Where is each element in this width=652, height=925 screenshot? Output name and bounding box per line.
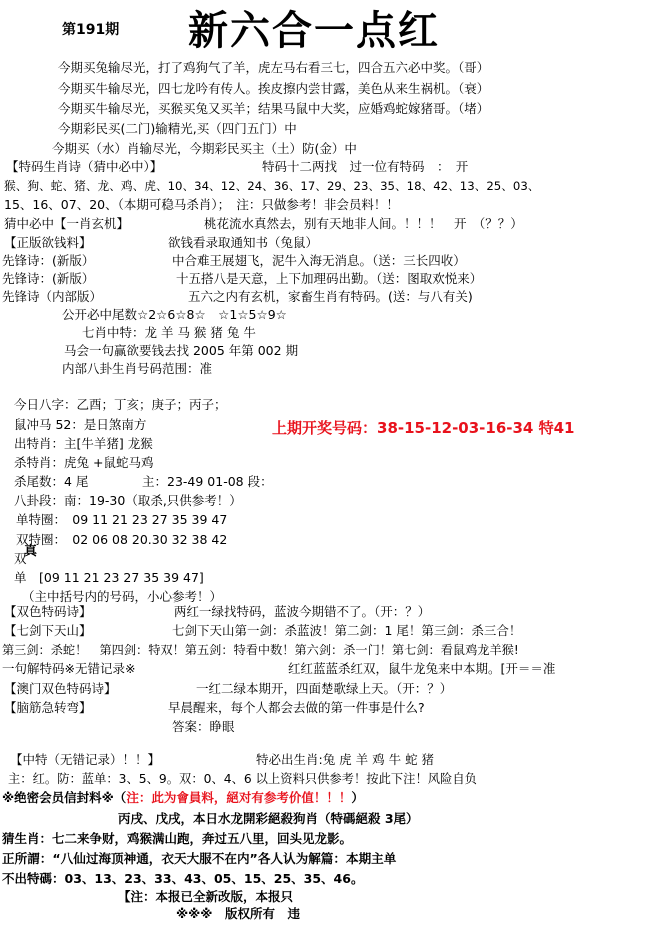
xianfeng-label: 先锋诗（内部版） <box>2 289 103 304</box>
aomen-text: 一红二绿本期开，四面楚歌绿上天。（开：？） <box>196 681 453 696</box>
xianfeng-text: 中合难王展翅飞，泥牛入海无消息。（送：三长四收） <box>172 253 466 268</box>
zhongte-text: 特必出生肖:兔 虎 羊 鸡 牛 蛇 猪 <box>256 752 435 767</box>
paper-title: 新六合一点红 <box>188 7 440 54</box>
guess-label: 猜中必中【一肖玄机】 <box>4 216 130 231</box>
footer-copyright: ※※※ 版权所有 违 <box>176 906 300 921</box>
poem-line: 今期彩民买(二门)输精光,买（四门五门）中 <box>58 121 297 136</box>
chute-line: 出特肖：主[牛羊猪] 龙猴 <box>14 436 153 451</box>
secret-label: ※绝密会员信封料※（ <box>2 790 127 805</box>
weishu-line: 公开必中尾数☆2☆6☆8☆ ☆1☆5☆9☆ <box>62 307 287 322</box>
tema-sequence-cont: 15、16、07、20、（本期可稳马杀肖）； 注：只做参考！非会员料！！ <box>4 197 399 212</box>
chong-line: 鼠冲马 52：是日煞南方 <box>14 417 147 432</box>
qijian-line: 第三剑：杀蛇！ 第四剑：特双！第五剑：特看中数！第六剑：杀一门！第七剑：看鼠鸡龙羊猴! <box>2 643 519 657</box>
bagua-duan-line: 八卦段：南：19-30（取杀,只供参考！） <box>14 493 242 508</box>
naojin-answer: 答案：睁眼 <box>172 719 235 734</box>
bagua-line: 内部八卦生肖号码范围：准 <box>62 361 213 376</box>
secret-red-note: 注：此为會員料，絕对有参考价值！！！ <box>126 790 352 805</box>
poem-line: 今期买兔输尽光，打了鸡狗气了羊，虎左马右看三七，四合五六必中奖。（哥） <box>58 60 490 75</box>
guess-text: 桃花流水真然去，别有天地非人间。！！！ 开 （？？） <box>204 216 523 231</box>
shawei-line: 杀尾数：4 尾 <box>14 474 89 489</box>
section-label-zhongte: 【中特（无错记录）！！】 <box>10 752 161 767</box>
poem-line: 今期买牛输尽光，买猴买兔又买羊；结果马鼠中大奖，应婚鸡蛇嫁猪哥。（堵） <box>58 101 490 116</box>
poem-line: 今期买牛输尽光，四七龙吟有传人。挨皮擦内尝甘露，美色从来生祸机。（衰） <box>58 81 490 96</box>
xianfeng-text: 十五搭八是天意，上下加理码出勤。（送：图取欢悦来） <box>176 271 483 286</box>
shuang-mark: 双 <box>14 551 27 566</box>
issue-number: 第191期 <box>62 22 120 38</box>
section-label-qijian: 【七剑下天山】 <box>4 623 92 638</box>
section-label-aomen: 【澳门双色特码诗】 <box>4 681 117 696</box>
poem-line: 今期买（水）肖输尽光，今期彩民买主（土）防(金）中 <box>52 141 357 156</box>
dan-line: 单 [09 11 21 23 27 35 39 47] <box>14 570 204 585</box>
jieteama-label: 一句解特码※无错记录※ <box>2 661 136 676</box>
shuangse-text: 两红一绿找特码，蓝波今期错不了。（开：？） <box>174 604 431 619</box>
shaxiao-line: 杀特肖：虎兔 +鼠蛇马鸡 <box>14 455 154 470</box>
shawei-segment: 主：23-49 01-08 段： <box>142 474 273 489</box>
zhongte-line2: 主：红。防：蓝单：3、5、9。双：0、4、6 以上资料只供参考！按此下注！风险自负 <box>8 772 477 786</box>
xianfeng-text: 五六之内有玄机，家畜生肖有特码。(送：与八有关) <box>188 289 473 304</box>
section-label-tema-poem: 【特码生肖诗（猜中必中）】 <box>6 159 163 174</box>
secret-line <box>2 791 364 805</box>
naojin-question: 早晨醒来，每个人都会去做的第一件事是什么? <box>168 700 425 715</box>
qixiao-line: 七肖中特：龙 羊 马 猴 猪 兔 牛 <box>82 325 256 340</box>
footer-zhengsuo-line: 正所謂：“八仙过海顶神通，衣天大服不在内”各人认为解篇：本期主单 <box>2 851 397 866</box>
section-label-shuangse: 【双色特码诗】 <box>4 604 92 619</box>
last-draw-numbers: 上期开奖号码：38-15-12-03-16-34 特41 <box>272 419 575 437</box>
tema-poem-right: 特码十二两找 过一位有特码 ： 开 <box>262 159 469 174</box>
qijian-line: 七剑下天山第一剑：杀蓝波！第二剑：1 尾！第三剑：杀三合！ <box>172 623 522 638</box>
section-label-naojin: 【脑筋急转弯】 <box>4 700 92 715</box>
xianfeng-label: 先锋诗：(新版） <box>2 253 95 268</box>
shuangte-line: 双特圈： 02 06 08 20.30 32 38 42 <box>16 532 228 547</box>
section-label-zhengban: 【正版欲钱料】 <box>4 235 92 250</box>
dan-note: （主中括号内的号码，小心参考！） <box>22 589 223 604</box>
dante-line: 单特圈： 09 11 21 23 27 35 39 47 <box>16 512 228 527</box>
footer-guess-line: 猜生肖：七二来争财，鸡猴满山跑，奔过五八里，回头见龙影。 <box>2 831 353 846</box>
secret-close: ） <box>351 790 364 805</box>
tema-sequence: 猴、狗、蛇、猪、龙、鸡、虎、10、34、12、24、36、17、29、23、35、18、42、13、25、03、 <box>4 179 540 193</box>
footer-notice: 【注：本报已全新改版，本报只 <box>118 889 294 904</box>
bazi-line: 今日八字：乙酉；丁亥；庚子；丙子； <box>14 397 227 412</box>
footer-buchu-line: 不出特碼：03、13、23、33、43、05、15、25、35、46。 <box>2 871 364 886</box>
xianfeng-label: 先锋诗：(新版） <box>2 271 95 286</box>
footer-kill-line: 丙戌、戊戌，本日水龙開彩絕殺狗肖（特碼絕殺 3尾） <box>118 811 419 826</box>
zhengban-text: 欲钱看录取通知书（兔鼠） <box>168 235 319 250</box>
maguai-line: 马会一句赢欲要钱去找 2005 年第 002 期 <box>64 343 299 358</box>
zhen-mark: 真 <box>24 544 38 559</box>
jieteama-text: 红红蓝蓝杀红双，鼠牛龙兔来中本期。[开＝＝准 <box>288 661 556 676</box>
